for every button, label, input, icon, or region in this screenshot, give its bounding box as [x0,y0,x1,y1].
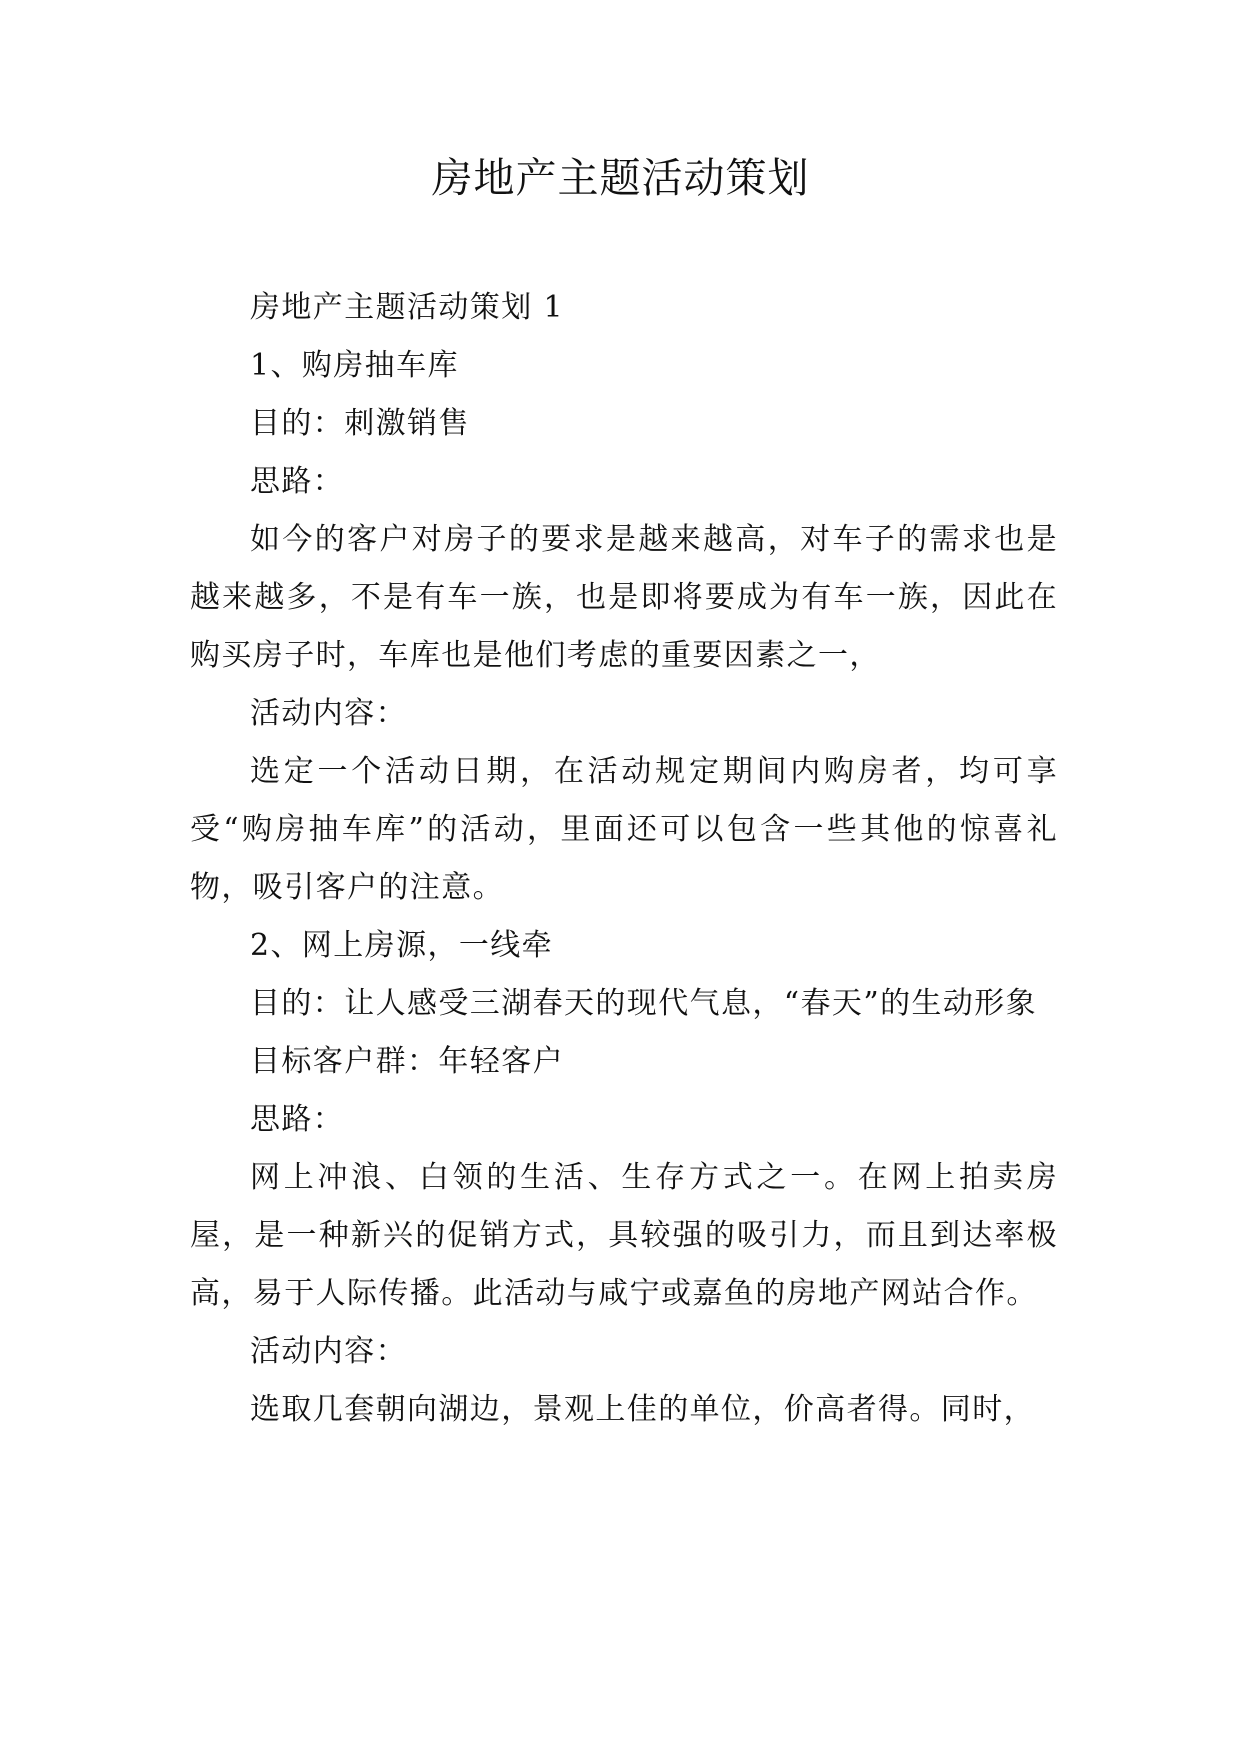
paragraph: 目的：让人感受三湖春天的现代气息，“春天”的生动形象 [250,986,1038,1021]
activity-heading: 2、网上房源，一线牵 [250,928,554,963]
paragraph: 如今的客户对房子的要求是越来越高，对车子的需求也是越来越多，不是有车一族，也是即将要成为有车一族，因此在购买房子时，车库也是他们考虑的重要因素之一， [190,522,1058,673]
paragraph: 思路： [250,464,345,499]
document-title: 房地产主题活动策划 [431,154,810,202]
paragraph: 活动内容： [250,696,407,731]
paragraph: 选定一个活动日期，在活动规定期间内购房者，均可享受“购房抽车库”的活动，里面还可以包含一些其他的惊喜礼物，吸引客户的注意。 [190,754,1058,905]
paragraph: 活动内容： [250,1334,407,1369]
paragraph: 选取几套朝向湖边，景观上佳的单位，价高者得。同时， [250,1392,1035,1427]
paragraph: 目标客户群：年轻客户 [250,1044,564,1079]
paragraph: 网上冲浪、白领的生活、生存方式之一。在网上拍卖房屋，是一种新兴的促销方式，具较强的吸引力，而且到达率极高，易于人际传播。此活动与咸宁或嘉鱼的房地产网站合作。 [190,1160,1058,1311]
activity-heading: 1、购房抽车库 [250,348,459,383]
section-heading: 房地产主题活动策划 1 [250,290,565,325]
paragraph: 思路： [250,1102,345,1137]
paragraph: 目的：刺激销售 [250,406,470,441]
document-body [190,279,1058,1439]
